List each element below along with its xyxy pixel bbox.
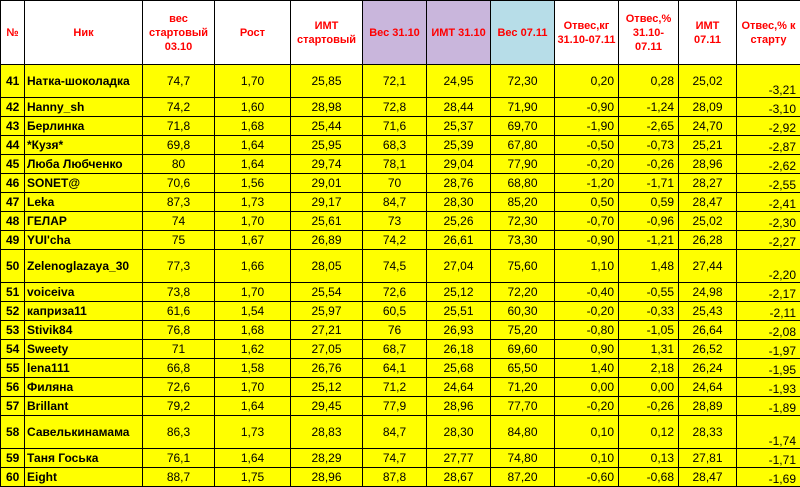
- row-bmi-0711: 26,28: [679, 231, 737, 250]
- row-loss-kg: -0,20: [555, 302, 619, 321]
- row-start-weight: 80: [143, 155, 215, 174]
- row-height: 1,56: [215, 174, 291, 193]
- row-nick: Hanny_sh: [25, 98, 143, 117]
- row-loss-start: -2,20: [737, 250, 800, 283]
- row-weight-0711: 69,60: [491, 340, 555, 359]
- row-bmi-0711: 28,89: [679, 397, 737, 416]
- row-bmi-3110: 29,04: [427, 155, 491, 174]
- row-nick: Натка-шоколадка: [25, 65, 143, 98]
- row-start-weight: 71,8: [143, 117, 215, 136]
- row-loss-pct: -0,26: [619, 397, 679, 416]
- row-weight-0711: 67,80: [491, 136, 555, 155]
- row-number: 45: [1, 155, 25, 174]
- row-bmi-start: 25,95: [291, 136, 363, 155]
- row-weight-0711: 74,80: [491, 449, 555, 468]
- table-row: [1, 231, 800, 250]
- row-weight-3110: 74,5: [363, 250, 427, 283]
- row-start-weight: 76,1: [143, 449, 215, 468]
- row-loss-pct: 1,31: [619, 340, 679, 359]
- row-loss-kg: -0,90: [555, 98, 619, 117]
- row-weight-3110: 71,6: [363, 117, 427, 136]
- header-weight-3110: Вес 31.10: [363, 1, 427, 65]
- row-bmi-start: 27,05: [291, 340, 363, 359]
- row-bmi-0711: 28,47: [679, 193, 737, 212]
- table-row: [1, 155, 800, 174]
- row-bmi-3110: 25,68: [427, 359, 491, 378]
- row-loss-pct: 0,28: [619, 65, 679, 98]
- row-loss-start: -2,62: [737, 155, 800, 174]
- row-loss-kg: 0,20: [555, 65, 619, 98]
- row-loss-start: -3,21: [737, 65, 800, 98]
- header-start-weight: вес стартовый 03.10: [143, 1, 215, 65]
- row-loss-pct: 1,48: [619, 250, 679, 283]
- row-loss-pct: -1,24: [619, 98, 679, 117]
- row-weight-3110: 74,2: [363, 231, 427, 250]
- row-height: 1,75: [215, 468, 291, 487]
- row-weight-3110: 71,2: [363, 378, 427, 397]
- row-weight-3110: 76: [363, 321, 427, 340]
- row-number: 55: [1, 359, 25, 378]
- row-loss-pct: -0,96: [619, 212, 679, 231]
- row-height: 1,67: [215, 231, 291, 250]
- row-bmi-0711: 25,02: [679, 212, 737, 231]
- row-nick: ГЕЛАР: [25, 212, 143, 231]
- row-weight-0711: 84,80: [491, 416, 555, 449]
- row-weight-3110: 78,1: [363, 155, 427, 174]
- row-weight-3110: 60,5: [363, 302, 427, 321]
- row-bmi-0711: 24,70: [679, 117, 737, 136]
- row-start-weight: 66,8: [143, 359, 215, 378]
- row-bmi-0711: 25,02: [679, 65, 737, 98]
- row-nick: Leka: [25, 193, 143, 212]
- row-bmi-3110: 28,30: [427, 193, 491, 212]
- row-loss-pct: 2,18: [619, 359, 679, 378]
- row-number: 54: [1, 340, 25, 359]
- table-row: [1, 359, 800, 378]
- row-loss-start: -2,30: [737, 212, 800, 231]
- row-start-weight: 72,6: [143, 378, 215, 397]
- row-number: 56: [1, 378, 25, 397]
- row-weight-0711: 71,90: [491, 98, 555, 117]
- row-loss-kg: 0,90: [555, 340, 619, 359]
- row-weight-0711: 72,30: [491, 65, 555, 98]
- table-row: [1, 321, 800, 340]
- row-start-weight: 74,2: [143, 98, 215, 117]
- row-bmi-0711: 25,21: [679, 136, 737, 155]
- row-loss-pct: -0,68: [619, 468, 679, 487]
- row-bmi-start: 26,76: [291, 359, 363, 378]
- row-bmi-start: 28,96: [291, 468, 363, 487]
- row-bmi-3110: 26,61: [427, 231, 491, 250]
- row-bmi-start: 28,83: [291, 416, 363, 449]
- row-number: 57: [1, 397, 25, 416]
- row-nick: Таня Госька: [25, 449, 143, 468]
- row-bmi-3110: 28,67: [427, 468, 491, 487]
- table-row: [1, 378, 800, 397]
- row-number: 60: [1, 468, 25, 487]
- header-no: №: [1, 1, 25, 65]
- row-nick: Sweety: [25, 340, 143, 359]
- row-height: 1,64: [215, 397, 291, 416]
- row-bmi-start: 28,05: [291, 250, 363, 283]
- row-nick: Берлинка: [25, 117, 143, 136]
- row-loss-kg: 0,00: [555, 378, 619, 397]
- row-loss-start: -2,87: [737, 136, 800, 155]
- row-loss-start: -1,69: [737, 468, 800, 487]
- row-weight-0711: 69,70: [491, 117, 555, 136]
- row-bmi-start: 29,45: [291, 397, 363, 416]
- row-nick: каприза11: [25, 302, 143, 321]
- table-row: [1, 468, 800, 487]
- row-bmi-3110: 25,37: [427, 117, 491, 136]
- row-weight-3110: 73: [363, 212, 427, 231]
- table-row: [1, 174, 800, 193]
- row-loss-kg: 0,10: [555, 416, 619, 449]
- header-nick: Ник: [25, 1, 143, 65]
- row-weight-0711: 60,30: [491, 302, 555, 321]
- row-bmi-0711: 28,09: [679, 98, 737, 117]
- header-bmi-0711: ИМТ 07.11: [679, 1, 737, 65]
- row-bmi-3110: 28,96: [427, 397, 491, 416]
- row-weight-3110: 72,1: [363, 65, 427, 98]
- row-loss-kg: -0,60: [555, 468, 619, 487]
- row-loss-kg: 0,10: [555, 449, 619, 468]
- row-weight-0711: 68,80: [491, 174, 555, 193]
- row-height: 1,54: [215, 302, 291, 321]
- row-start-weight: 70,6: [143, 174, 215, 193]
- row-bmi-0711: 24,64: [679, 378, 737, 397]
- row-weight-0711: 71,20: [491, 378, 555, 397]
- row-height: 1,73: [215, 416, 291, 449]
- row-loss-start: -1,95: [737, 359, 800, 378]
- row-number: 42: [1, 98, 25, 117]
- header-loss-pct: Отвес,% 31.10-07.11: [619, 1, 679, 65]
- row-weight-0711: 72,30: [491, 212, 555, 231]
- row-bmi-3110: 28,30: [427, 416, 491, 449]
- row-bmi-3110: 28,76: [427, 174, 491, 193]
- row-bmi-3110: 28,44: [427, 98, 491, 117]
- header-weight-0711: Вес 07.11: [491, 1, 555, 65]
- row-bmi-start: 25,61: [291, 212, 363, 231]
- row-loss-kg: 1,40: [555, 359, 619, 378]
- row-nick: SONET@: [25, 174, 143, 193]
- row-weight-3110: 70: [363, 174, 427, 193]
- row-bmi-3110: 25,39: [427, 136, 491, 155]
- row-loss-start: -2,27: [737, 231, 800, 250]
- table-row: [1, 212, 800, 231]
- row-weight-3110: 87,8: [363, 468, 427, 487]
- table-row: [1, 397, 800, 416]
- row-bmi-3110: 26,18: [427, 340, 491, 359]
- row-weight-0711: 85,20: [491, 193, 555, 212]
- row-number: 52: [1, 302, 25, 321]
- row-loss-pct: 0,59: [619, 193, 679, 212]
- row-bmi-start: 25,85: [291, 65, 363, 98]
- table-row: [1, 250, 800, 283]
- row-loss-kg: 1,10: [555, 250, 619, 283]
- row-height: 1,66: [215, 250, 291, 283]
- row-start-weight: 74: [143, 212, 215, 231]
- row-loss-start: -2,41: [737, 193, 800, 212]
- row-loss-start: -2,92: [737, 117, 800, 136]
- row-bmi-3110: 24,64: [427, 378, 491, 397]
- row-loss-pct: 0,12: [619, 416, 679, 449]
- table-row: [1, 416, 800, 449]
- row-bmi-start: 26,89: [291, 231, 363, 250]
- row-loss-start: -3,10: [737, 98, 800, 117]
- row-nick: Савелькинамама: [25, 416, 143, 449]
- row-weight-0711: 77,90: [491, 155, 555, 174]
- row-number: 41: [1, 65, 25, 98]
- row-number: 48: [1, 212, 25, 231]
- row-number: 53: [1, 321, 25, 340]
- row-height: 1,60: [215, 98, 291, 117]
- row-loss-kg: 0,50: [555, 193, 619, 212]
- row-height: 1,58: [215, 359, 291, 378]
- row-bmi-3110: 24,95: [427, 65, 491, 98]
- row-start-weight: 79,2: [143, 397, 215, 416]
- row-nick: lena111: [25, 359, 143, 378]
- row-start-weight: 74,7: [143, 65, 215, 98]
- row-loss-start: -1,71: [737, 449, 800, 468]
- row-loss-kg: -0,20: [555, 397, 619, 416]
- row-height: 1,68: [215, 321, 291, 340]
- row-bmi-0711: 24,98: [679, 283, 737, 302]
- table-row: [1, 136, 800, 155]
- row-nick: Brillant: [25, 397, 143, 416]
- row-bmi-0711: 28,47: [679, 468, 737, 487]
- row-bmi-start: 25,44: [291, 117, 363, 136]
- row-height: 1,70: [215, 283, 291, 302]
- row-nick: Stivik84: [25, 321, 143, 340]
- table-body: [1, 65, 800, 487]
- row-start-weight: 75: [143, 231, 215, 250]
- row-bmi-3110: 25,12: [427, 283, 491, 302]
- header-row: [1, 1, 800, 65]
- row-start-weight: 71: [143, 340, 215, 359]
- row-weight-3110: 74,7: [363, 449, 427, 468]
- row-height: 1,70: [215, 212, 291, 231]
- row-nick: Люба Любченко: [25, 155, 143, 174]
- row-number: 51: [1, 283, 25, 302]
- row-start-weight: 87,3: [143, 193, 215, 212]
- row-bmi-0711: 27,81: [679, 449, 737, 468]
- row-loss-kg: -0,40: [555, 283, 619, 302]
- row-bmi-3110: 25,51: [427, 302, 491, 321]
- header-height: Рост: [215, 1, 291, 65]
- row-weight-0711: 75,20: [491, 321, 555, 340]
- row-bmi-start: 25,54: [291, 283, 363, 302]
- row-loss-start: -2,17: [737, 283, 800, 302]
- row-nick: voiceiva: [25, 283, 143, 302]
- row-loss-pct: -0,33: [619, 302, 679, 321]
- row-number: 46: [1, 174, 25, 193]
- row-bmi-start: 25,97: [291, 302, 363, 321]
- row-loss-kg: -0,90: [555, 231, 619, 250]
- header-loss-kg: Отвес,кг 31.10-07.11: [555, 1, 619, 65]
- row-weight-0711: 77,70: [491, 397, 555, 416]
- row-bmi-start: 27,21: [291, 321, 363, 340]
- table-row: [1, 193, 800, 212]
- row-bmi-start: 28,98: [291, 98, 363, 117]
- row-loss-pct: -1,71: [619, 174, 679, 193]
- row-weight-3110: 77,9: [363, 397, 427, 416]
- row-bmi-0711: 26,24: [679, 359, 737, 378]
- row-loss-start: -2,08: [737, 321, 800, 340]
- row-loss-pct: 0,00: [619, 378, 679, 397]
- row-bmi-0711: 25,43: [679, 302, 737, 321]
- row-number: 49: [1, 231, 25, 250]
- row-nick: Филяна: [25, 378, 143, 397]
- row-weight-3110: 64,1: [363, 359, 427, 378]
- row-bmi-start: 25,12: [291, 378, 363, 397]
- row-bmi-3110: 26,93: [427, 321, 491, 340]
- row-nick: Zelenoglazaya_30: [25, 250, 143, 283]
- row-weight-3110: 72,8: [363, 98, 427, 117]
- row-loss-kg: -0,80: [555, 321, 619, 340]
- row-loss-pct: 0,13: [619, 449, 679, 468]
- row-bmi-start: 28,29: [291, 449, 363, 468]
- row-loss-pct: -0,55: [619, 283, 679, 302]
- row-start-weight: 88,7: [143, 468, 215, 487]
- row-bmi-0711: 28,33: [679, 416, 737, 449]
- row-loss-start: -2,55: [737, 174, 800, 193]
- table-row: [1, 449, 800, 468]
- row-bmi-3110: 27,04: [427, 250, 491, 283]
- row-start-weight: 86,3: [143, 416, 215, 449]
- row-nick: *Кузя*: [25, 136, 143, 155]
- row-loss-start: -1,89: [737, 397, 800, 416]
- row-bmi-0711: 26,64: [679, 321, 737, 340]
- table-row: [1, 283, 800, 302]
- row-height: 1,64: [215, 449, 291, 468]
- row-start-weight: 61,6: [143, 302, 215, 321]
- row-bmi-3110: 27,77: [427, 449, 491, 468]
- row-loss-kg: -0,70: [555, 212, 619, 231]
- header-bmi-start: ИМТ стартовый: [291, 1, 363, 65]
- row-height: 1,73: [215, 193, 291, 212]
- row-bmi-0711: 28,27: [679, 174, 737, 193]
- row-weight-3110: 84,7: [363, 416, 427, 449]
- table-row: [1, 302, 800, 321]
- row-bmi-0711: 28,96: [679, 155, 737, 174]
- row-number: 59: [1, 449, 25, 468]
- row-height: 1,64: [215, 155, 291, 174]
- row-weight-3110: 68,3: [363, 136, 427, 155]
- row-weight-3110: 72,6: [363, 283, 427, 302]
- row-loss-start: -1,74: [737, 416, 800, 449]
- row-number: 43: [1, 117, 25, 136]
- table-row: [1, 340, 800, 359]
- table-row: [1, 65, 800, 98]
- header-loss-start: Отвес,% к старту: [737, 1, 800, 65]
- row-nick: YUI'cha: [25, 231, 143, 250]
- row-bmi-start: 29,17: [291, 193, 363, 212]
- row-bmi-start: 29,74: [291, 155, 363, 174]
- row-loss-kg: -0,20: [555, 155, 619, 174]
- row-weight-0711: 72,20: [491, 283, 555, 302]
- row-weight-0711: 73,30: [491, 231, 555, 250]
- row-height: 1,64: [215, 136, 291, 155]
- row-loss-start: -1,93: [737, 378, 800, 397]
- row-loss-kg: -1,90: [555, 117, 619, 136]
- row-loss-kg: -0,50: [555, 136, 619, 155]
- row-weight-0711: 87,20: [491, 468, 555, 487]
- row-nick: Eight: [25, 468, 143, 487]
- row-bmi-0711: 27,44: [679, 250, 737, 283]
- row-loss-pct: -2,65: [619, 117, 679, 136]
- row-loss-start: -1,97: [737, 340, 800, 359]
- row-bmi-0711: 26,52: [679, 340, 737, 359]
- row-weight-3110: 84,7: [363, 193, 427, 212]
- row-start-weight: 77,3: [143, 250, 215, 283]
- row-number: 44: [1, 136, 25, 155]
- row-bmi-3110: 25,26: [427, 212, 491, 231]
- row-loss-pct: -1,05: [619, 321, 679, 340]
- row-height: 1,70: [215, 378, 291, 397]
- table-row: [1, 117, 800, 136]
- row-height: 1,70: [215, 65, 291, 98]
- row-number: 50: [1, 250, 25, 283]
- row-number: 47: [1, 193, 25, 212]
- row-loss-pct: -0,73: [619, 136, 679, 155]
- row-weight-0711: 75,60: [491, 250, 555, 283]
- row-weight-3110: 68,7: [363, 340, 427, 359]
- row-loss-kg: -1,20: [555, 174, 619, 193]
- table-row: [1, 98, 800, 117]
- row-number: 58: [1, 416, 25, 449]
- header-bmi-3110: ИМТ 31.10: [427, 1, 491, 65]
- row-loss-pct: -0,26: [619, 155, 679, 174]
- row-weight-0711: 65,50: [491, 359, 555, 378]
- row-start-weight: 76,8: [143, 321, 215, 340]
- row-loss-pct: -1,21: [619, 231, 679, 250]
- row-height: 1,62: [215, 340, 291, 359]
- row-height: 1,68: [215, 117, 291, 136]
- row-loss-start: -2,11: [737, 302, 800, 321]
- row-bmi-start: 29,01: [291, 174, 363, 193]
- row-start-weight: 69,8: [143, 136, 215, 155]
- row-start-weight: 73,8: [143, 283, 215, 302]
